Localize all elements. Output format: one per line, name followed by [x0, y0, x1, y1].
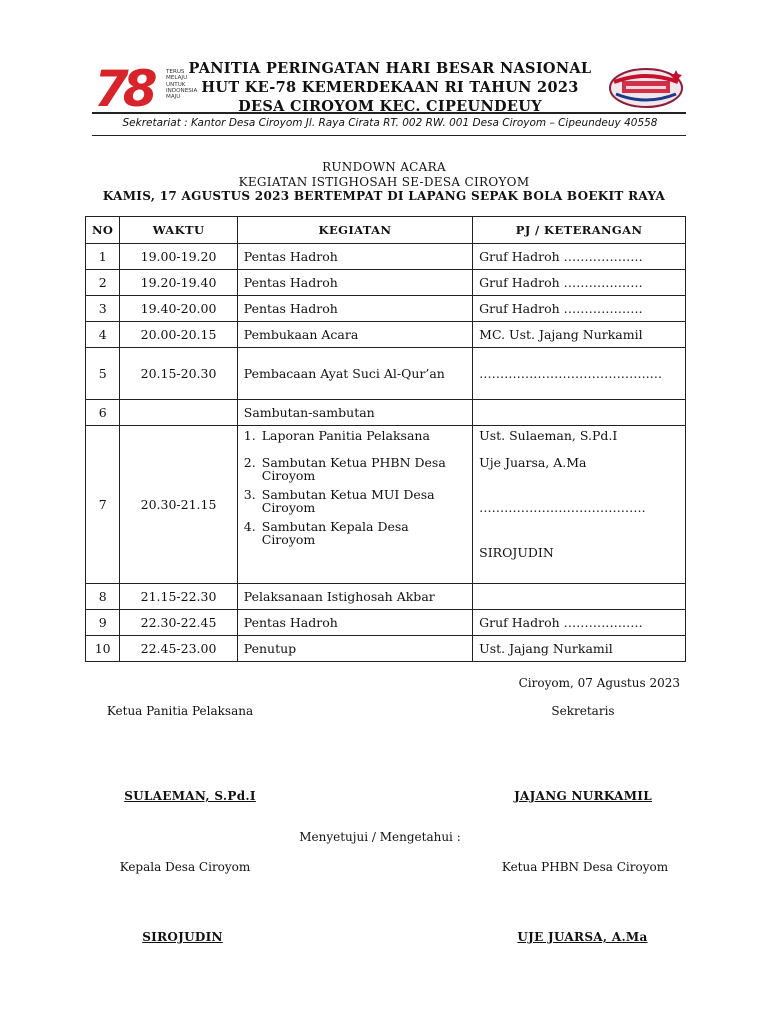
cell-waktu: 22.30-22.45 [120, 610, 237, 636]
place-date: Ciroyom, 07 Agustus 2023 [518, 676, 680, 690]
cell-kegiatan-list [237, 426, 472, 584]
item-text: Sambutan Ketua MUI Desa Ciroyom [261, 487, 435, 515]
cell-pj: Gruf Hadroh ………………. [473, 296, 686, 322]
cell-pj: Gruf Hadroh ………………. [473, 270, 686, 296]
cell-waktu [120, 400, 237, 426]
cell-kegiatan: Pembukaan Acara [237, 322, 472, 348]
logo-tagline: TERUS MELAJU UNTUK INDONESIA MAJU [166, 69, 198, 101]
cell-waktu: 20.00-20.15 [120, 322, 237, 348]
cell-kegiatan: Sambutan-sambutan [237, 400, 472, 426]
cell-kegiatan: Pelaksanaan Istighosah Akbar [237, 584, 472, 610]
table-row [86, 322, 686, 348]
cell-waktu: 19.40-20.00 [120, 296, 237, 322]
cell-waktu: 19.20-19.40 [120, 270, 237, 296]
column-header-no: NO [86, 217, 120, 244]
cell-kegiatan: Penutup [237, 636, 472, 662]
sambutan-item [244, 454, 466, 482]
cell-pj: MC. Ust. Jajang Nurkamil [473, 322, 686, 348]
item-number: 3. [243, 487, 256, 502]
column-header-waktu: WAKTU [120, 217, 237, 244]
header-divider [92, 112, 686, 114]
item-number: 4. [243, 519, 256, 534]
cell-pj [473, 400, 686, 426]
column-header-pj: PJ / KETERANGAN [473, 217, 686, 244]
table-row [86, 426, 686, 584]
cell-pj: Gruf Hadroh ………………. [473, 610, 686, 636]
cell-no: 2 [86, 270, 120, 296]
cell-kegiatan: Pentas Hadroh [237, 296, 472, 322]
table-row [86, 610, 686, 636]
rundown-subtitle: KEGIATAN ISTIGHOSAH SE-DESA CIROYOM [238, 175, 530, 189]
logo-78-number: 78 [94, 60, 152, 118]
rundown-title: RUNDOWN ACARA [322, 160, 446, 174]
table-row [86, 584, 686, 610]
table-row [86, 636, 686, 662]
cell-pj [473, 584, 686, 610]
header-line-3: DESA CIROYOM KEC. CIPEUNDEUY [238, 98, 542, 115]
address-divider [92, 135, 686, 136]
table-row [86, 296, 686, 322]
cell-no: 10 [86, 636, 120, 662]
cell-kegiatan: Pentas Hadroh [237, 270, 472, 296]
cell-no: 1 [86, 244, 120, 270]
pj-item: …………………………………. [479, 500, 646, 515]
cell-pj: …………………………………..… [473, 348, 686, 400]
left-approver-name: SIROJUDIN [142, 930, 223, 944]
item-text: Laporan Panitia Pelaksana [261, 428, 430, 443]
cell-waktu: 20.15-20.30 [120, 348, 237, 400]
cell-kegiatan: Pembacaan Ayat Suci Al-Qur’an [237, 348, 472, 400]
rundown-date-venue: KAMIS, 17 AGUSTUS 2023 BERTEMPAT DI LAPANG SEPAK BOLA BOEKIT RAYA [102, 189, 666, 203]
rundown-table [85, 216, 686, 662]
cell-no: 3 [86, 296, 120, 322]
item-text: Sambutan Kepala Desa Ciroyom [261, 519, 409, 547]
cell-kegiatan: Pentas Hadroh [237, 610, 472, 636]
table-row [86, 244, 686, 270]
pj-item: Uje Juarsa, A.Ma [479, 455, 587, 470]
table-header-row [86, 217, 686, 244]
cell-kegiatan: Pentas Hadroh [237, 244, 472, 270]
column-header-kegiatan: KEGIATAN [237, 217, 472, 244]
header-line-2: HUT KE-78 KEMERDEKAAN RI TAHUN 2023 [201, 79, 579, 96]
cell-waktu: 20.30-21.15 [120, 426, 237, 584]
right-signatory-name: JAJANG NURKAMIL [514, 789, 652, 803]
sambutan-item [244, 486, 466, 514]
cell-no: 9 [86, 610, 120, 636]
cell-waktu: 19.00-19.20 [120, 244, 237, 270]
left-approver-role: Kepala Desa Ciroyom [119, 860, 251, 874]
approval-label: Menyetujui / Mengetahui : [299, 830, 461, 844]
cell-no: 4 [86, 322, 120, 348]
table-row [86, 270, 686, 296]
sambutan-item [244, 518, 466, 546]
sambutan-item [244, 427, 466, 442]
right-approver-name: UJE JUARSA, A.Ma [517, 930, 648, 944]
table-row [86, 348, 686, 400]
cell-no: 5 [86, 348, 120, 400]
cell-waktu: 22.45-23.00 [120, 636, 237, 662]
cell-no: 7 [86, 426, 120, 584]
item-number: 1. [243, 428, 256, 443]
left-signatory-role: Ketua Panitia Pelaksana [106, 704, 254, 718]
item-text: Sambutan Ketua PHBN Desa Ciroyom [261, 455, 446, 483]
cell-no: 8 [86, 584, 120, 610]
header-line-1: PANITIA PERINGATAN HARI BESAR NASIONAL [188, 60, 592, 77]
cell-waktu: 21.15-22.30 [120, 584, 237, 610]
cell-no: 6 [86, 400, 120, 426]
pj-item: SIROJUDIN [479, 545, 554, 560]
right-approver-role: Ketua PHBN Desa Ciroyom [501, 860, 669, 874]
pj-item: Ust. Sulaeman, S.Pd.I [479, 428, 618, 443]
right-signatory-role: Sekretaris [551, 704, 615, 718]
left-signatory-name: SULAEMAN, S.Pd.I [124, 789, 256, 803]
secretariat-address: Sekretariat : Kantor Desa Ciroyom Jl. Raya Cirata RT. 002 RW. 001 Desa Ciroyom – Cipeundeuy 40558 [122, 117, 658, 129]
table-row [86, 400, 686, 426]
cell-pj: Gruf Hadroh ………………. [473, 244, 686, 270]
cell-pj: Ust. Jajang Nurkamil [473, 636, 686, 662]
item-number: 2. [243, 455, 256, 470]
cell-pj-list [473, 426, 686, 584]
